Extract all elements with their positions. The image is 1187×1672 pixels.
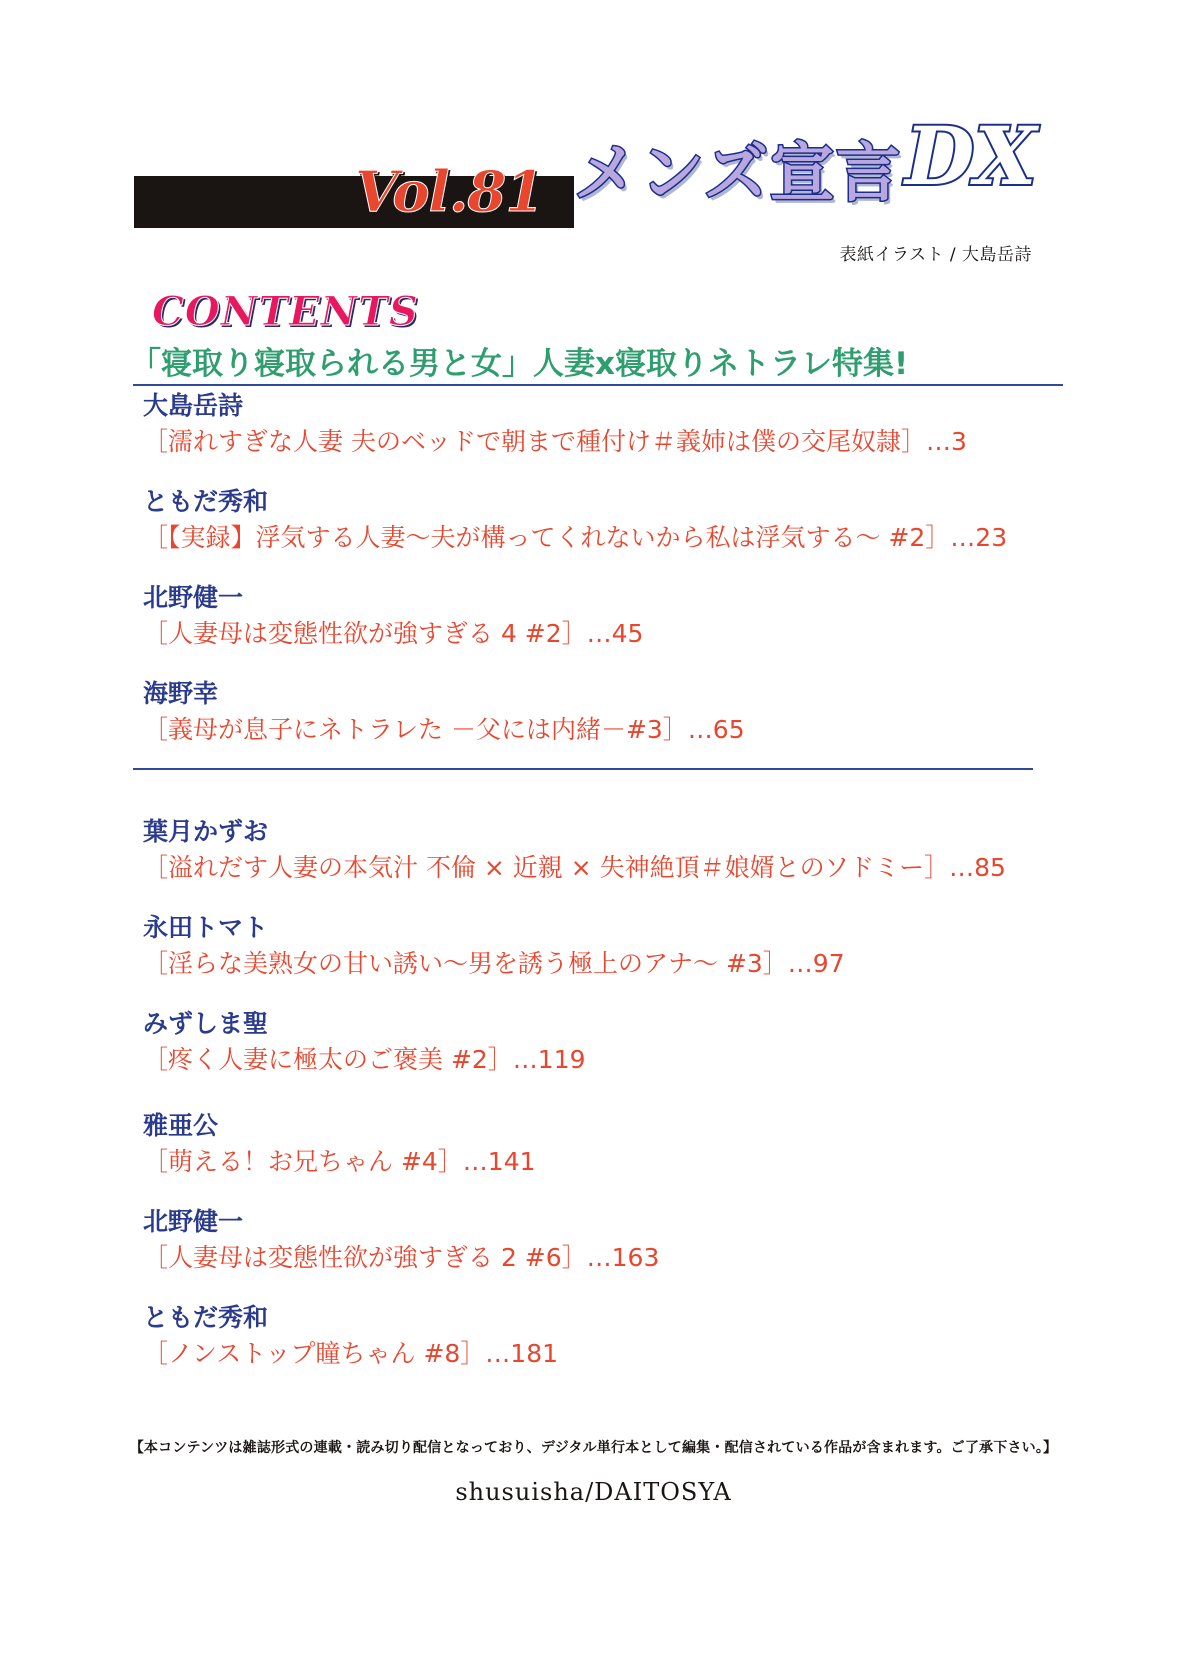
magazine-logo — [560, 109, 1037, 230]
divider-middle — [133, 768, 1033, 770]
entry-title: ［人妻母は変態性欲が強すぎる 4 #2］…45 — [143, 618, 644, 648]
list-item[interactable] — [143, 818, 1143, 882]
entry-title: ［溢れだす人妻の本気汁 不倫 × 近親 × 失神絶頂＃娘婿とのソドミー］…85 — [143, 852, 1006, 882]
volume-label: Vol.81 — [355, 159, 544, 225]
entry-author: 永田トマト — [143, 913, 269, 942]
entry-title: ［淫らな美熟女の甘い誘い～男を誘う極上のアナ～ #3］…97 — [143, 948, 845, 978]
entry-author: 雅亜公 — [143, 1111, 219, 1140]
list-item[interactable] — [143, 392, 1143, 456]
publisher-imprint: shusuisha/DAITOSYA — [455, 1478, 732, 1506]
list-item[interactable] — [143, 1112, 1143, 1176]
list-item[interactable] — [143, 1010, 1143, 1074]
cover-illustration-credit: 表紙イラスト / 大島岳詩 — [839, 245, 1032, 265]
list-item[interactable] — [143, 680, 1143, 744]
entry-title: ［疼く人妻に極太のご褒美 #2］…119 — [143, 1044, 586, 1074]
entry-author: ともだ秀和 — [143, 487, 269, 516]
entry-title: ［人妻母は変態性欲が強すぎる 2 #6］…163 — [143, 1242, 660, 1272]
entry-title: ［ノンストップ瞳ちゃん #8］…181 — [143, 1338, 559, 1368]
entry-author: ともだ秀和 — [143, 1303, 269, 1332]
entry-author: 北野健一 — [143, 1207, 244, 1236]
entry-title: ［萌える！お兄ちゃん #4］…141 — [143, 1146, 536, 1176]
entry-author: みずしま聖 — [143, 1009, 269, 1038]
list-item[interactable] — [143, 1304, 1143, 1368]
logo-japanese-title: メンズ宣言 — [574, 137, 903, 211]
feature-headline: 「寝取り寝取られる男と女」人妻x寝取りネトラレ特集! — [130, 346, 909, 382]
logo-dx-badge: DX — [905, 109, 1037, 203]
list-item[interactable] — [143, 584, 1143, 648]
footer-note: 【本コンテンツは雑誌形式の連載・読み切り配信となっており、デジタル単行本として編集・配信されている作品が含まれます。ご了承下さい。】 — [129, 1440, 1058, 1456]
entry-author: 海野幸 — [143, 679, 219, 708]
list-item[interactable] — [143, 488, 1143, 552]
entry-author: 葉月かずお — [143, 817, 269, 846]
list-item[interactable] — [143, 1208, 1143, 1272]
divider-top — [133, 384, 1063, 386]
entry-author: 大島岳詩 — [143, 391, 244, 420]
entry-title: ［濡れすぎな人妻 夫のベッドで朝まで種付け＃義姉は僕の交尾奴隷］…3 — [143, 426, 967, 456]
masthead — [0, 92, 1187, 282]
entry-title: ［義母が息子にネトラレた －父には内緒－#3］…65 — [143, 714, 745, 744]
contents-heading: CONTENTS — [152, 288, 419, 335]
entry-title: ［【実録】浮気する人妻～夫が構ってくれないから私は浮気する～ #2］…23 — [143, 522, 1008, 552]
list-item[interactable] — [143, 914, 1143, 978]
entry-author: 北野健一 — [143, 583, 244, 612]
